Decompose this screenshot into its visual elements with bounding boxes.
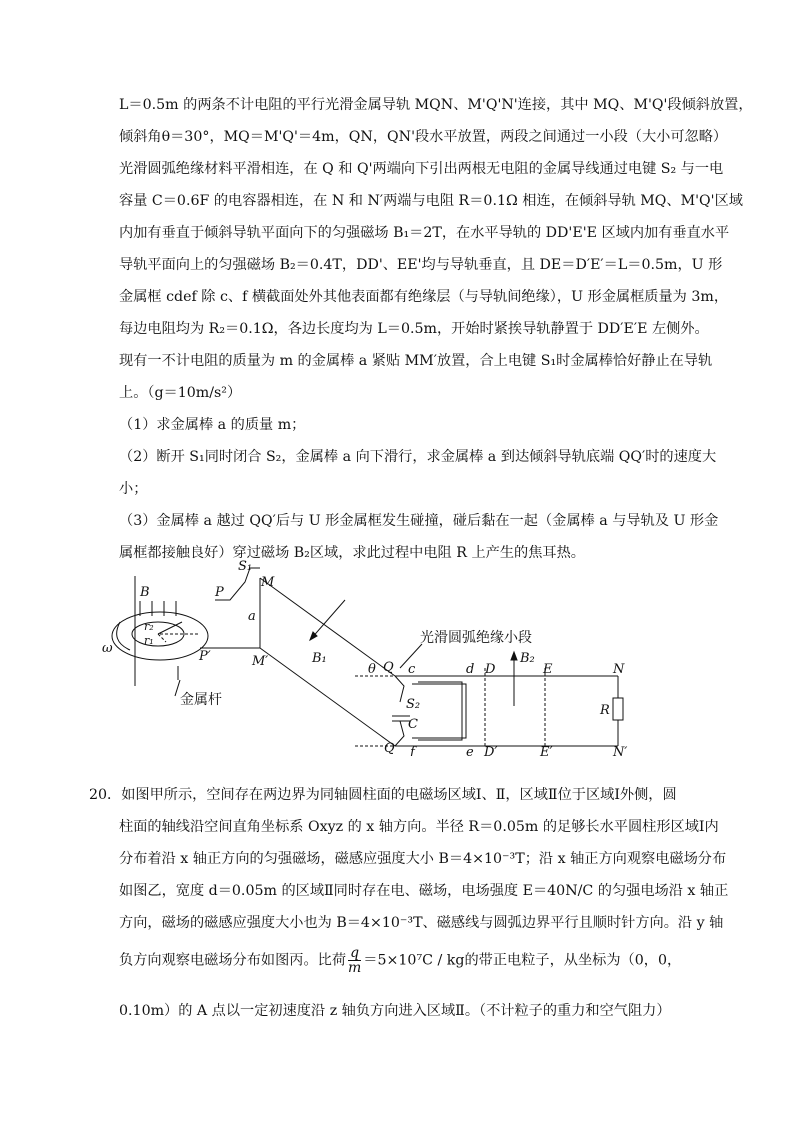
- p19-line-7: 金属框 cdef 除 c、f 横截面处外其他表面都有绝缘层（与导轨间绝缘），U 形金属框质量为 3m，: [119, 289, 729, 305]
- label-N: N: [613, 662, 625, 677]
- label-P-prime: P′: [199, 649, 211, 664]
- p20-line-1: 20．如图甲所示，空间存在两边界为同轴圆柱面的电磁场区域Ⅰ、Ⅱ，区域Ⅱ位于区域Ⅰ外侧，圆: [89, 787, 677, 803]
- p20-line-5: 方向，磁场的磁感应强度大小也为 B＝4×10⁻³T、磁感线与圆弧边界平行且顺时针方向。沿 y 轴: [119, 915, 724, 931]
- charge-mass-ratio: [348, 946, 361, 975]
- ratio-denominator: m: [348, 960, 362, 976]
- p19-line-8: 每边电阻均为 R₂＝0.1Ω，各边长度均为 L＝0.5m，开始时紧挨导轨静置于 DD′E′E 左侧外。: [119, 321, 709, 337]
- p19-question-2-cont: 小；: [119, 481, 148, 497]
- p20-line-4: 如图乙，宽度 d＝0.05m 的区域Ⅱ同时存在电、磁场，电场强度 E＝40N/C 的匀强电场沿 x 轴正: [119, 883, 729, 899]
- p20-line-2: 柱面的轴线沿空间直角坐标系 Oxyz 的 x 轴方向。半径 R＝0.05m 的足够长水平圆柱形区域Ⅰ内: [119, 819, 719, 835]
- label-d: d: [466, 662, 475, 677]
- label-omega: ω: [102, 641, 113, 656]
- label-theta: θ: [368, 662, 376, 677]
- label-c: c: [408, 662, 416, 677]
- p19-line-5: 内加有垂直于倾斜导轨平面向下的匀强磁场 B₁＝2T，在水平导轨的 DD'E'E 区域内加有垂直水平: [119, 225, 730, 241]
- label-C: C: [408, 717, 418, 732]
- label-N-prime: N′: [613, 745, 628, 756]
- p20-line-3: 分布着沿 x 轴正方向的匀强磁场，磁感应强度大小 B＝4×10⁻³T；沿 x 轴正方向观察电磁场分布: [119, 851, 727, 867]
- label-S1: S₁: [238, 559, 253, 574]
- label-f: f: [410, 745, 415, 756]
- label-S2: S₂: [406, 697, 421, 712]
- label-E-prime: E′: [540, 745, 553, 756]
- u-frame: [418, 682, 462, 740]
- label-R: R: [600, 703, 610, 718]
- p19-question-2: （2）断开 S₁同时闭合 S₂，金属棒 a 向下滑行，求金属棒 a 到达倾斜导轨底端 QQ′时的速度大: [119, 449, 717, 465]
- p19-line-1: L＝0.5m 的两条不计电阻的平行光滑金属导轨 MQN、M'Q'N'连接，其中 MQ、M'Q'段倾斜放置，: [119, 97, 753, 113]
- label-D-prime: D′: [484, 745, 498, 756]
- label-e: e: [466, 745, 474, 756]
- ratio-trail-text: ＝5×10⁷C / kg的带正电粒子，从坐标为（0，0，: [363, 952, 682, 969]
- label-B: B: [140, 585, 150, 600]
- rail-diagram: [100, 556, 660, 756]
- label-M-prime: M′: [252, 654, 269, 669]
- label-D: D: [485, 662, 496, 677]
- p20-line-7: 0.10m）的 A 点以一定初速度沿 z 轴负方向进入区域Ⅱ。（不计粒子的重力和空气阻力）: [119, 1003, 671, 1019]
- label-Q: Q: [383, 660, 394, 675]
- p19-line-4: 容量 C＝0.6F 的电容器相连，在 N 和 N′两端与电阻 R＝0.1Ω 相连，在倾斜导轨 MQ、M'Q'区域: [119, 193, 743, 209]
- p19-question-3-cont: 属框都接触良好）穿过磁场 B₂区域，求此过程中电阻 R 上产生的焦耳热。: [119, 545, 585, 561]
- omega-arrow: [117, 622, 130, 650]
- label-r2: r₂: [144, 620, 154, 633]
- label-M: M: [261, 575, 275, 590]
- p19-question-1: （1）求金属棒 a 的质量 m；: [119, 417, 306, 433]
- label-B1: B₁: [312, 651, 327, 666]
- p19-line-9: 现有一不计电阻的质量为 m 的金属棒 a 紧贴 MM′放置，合上电键 S₁时金属棒恰好静止在导轨: [119, 353, 713, 369]
- label-P: P: [215, 585, 224, 600]
- label-E: E: [543, 662, 553, 677]
- label-arc-note: 光滑圆弧绝缘小段: [420, 630, 532, 646]
- ratio-lead-text: 负方向观察电磁场分布如图丙。比荷: [119, 952, 347, 969]
- label-a: a: [248, 609, 256, 624]
- circuit-figure: [100, 556, 660, 760]
- label-r1: r₁: [144, 634, 154, 647]
- label-B2: B₂: [520, 651, 535, 666]
- ratio-numerator: q: [348, 946, 361, 961]
- p19-line-2: 倾斜角θ＝30°，MQ＝M'Q'＝4m，QN，QN'段水平放置，两段之间通过一小段（大小可忽略）: [119, 129, 728, 145]
- label-Q-prime: Q: [384, 741, 395, 756]
- label-metal-rod: 金属杆: [180, 692, 222, 708]
- p19-question-3: （3）金属棒 a 越过 QQ′后与 U 形金属框发生碰撞，碰后黏在一起（金属棒 a 与导轨及 U 形金: [119, 513, 719, 529]
- resistor-R: [613, 698, 623, 720]
- p19-line-6: 导轨平面向上的匀强磁场 B₂＝0.4T，DD'、EE'均与导轨垂直，且 DE＝D′E′＝L＝0.5m，U 形: [119, 257, 723, 273]
- p19-line-10: 上。（g＝10m/s²）: [119, 385, 242, 401]
- p19-line-3: 光滑圆弧绝缘材料平滑相连，在 Q 和 Q'两端向下引出两根无电阻的金属导线通过电键 S₂ 与一电: [119, 161, 724, 177]
- p20-line-6: [119, 946, 681, 975]
